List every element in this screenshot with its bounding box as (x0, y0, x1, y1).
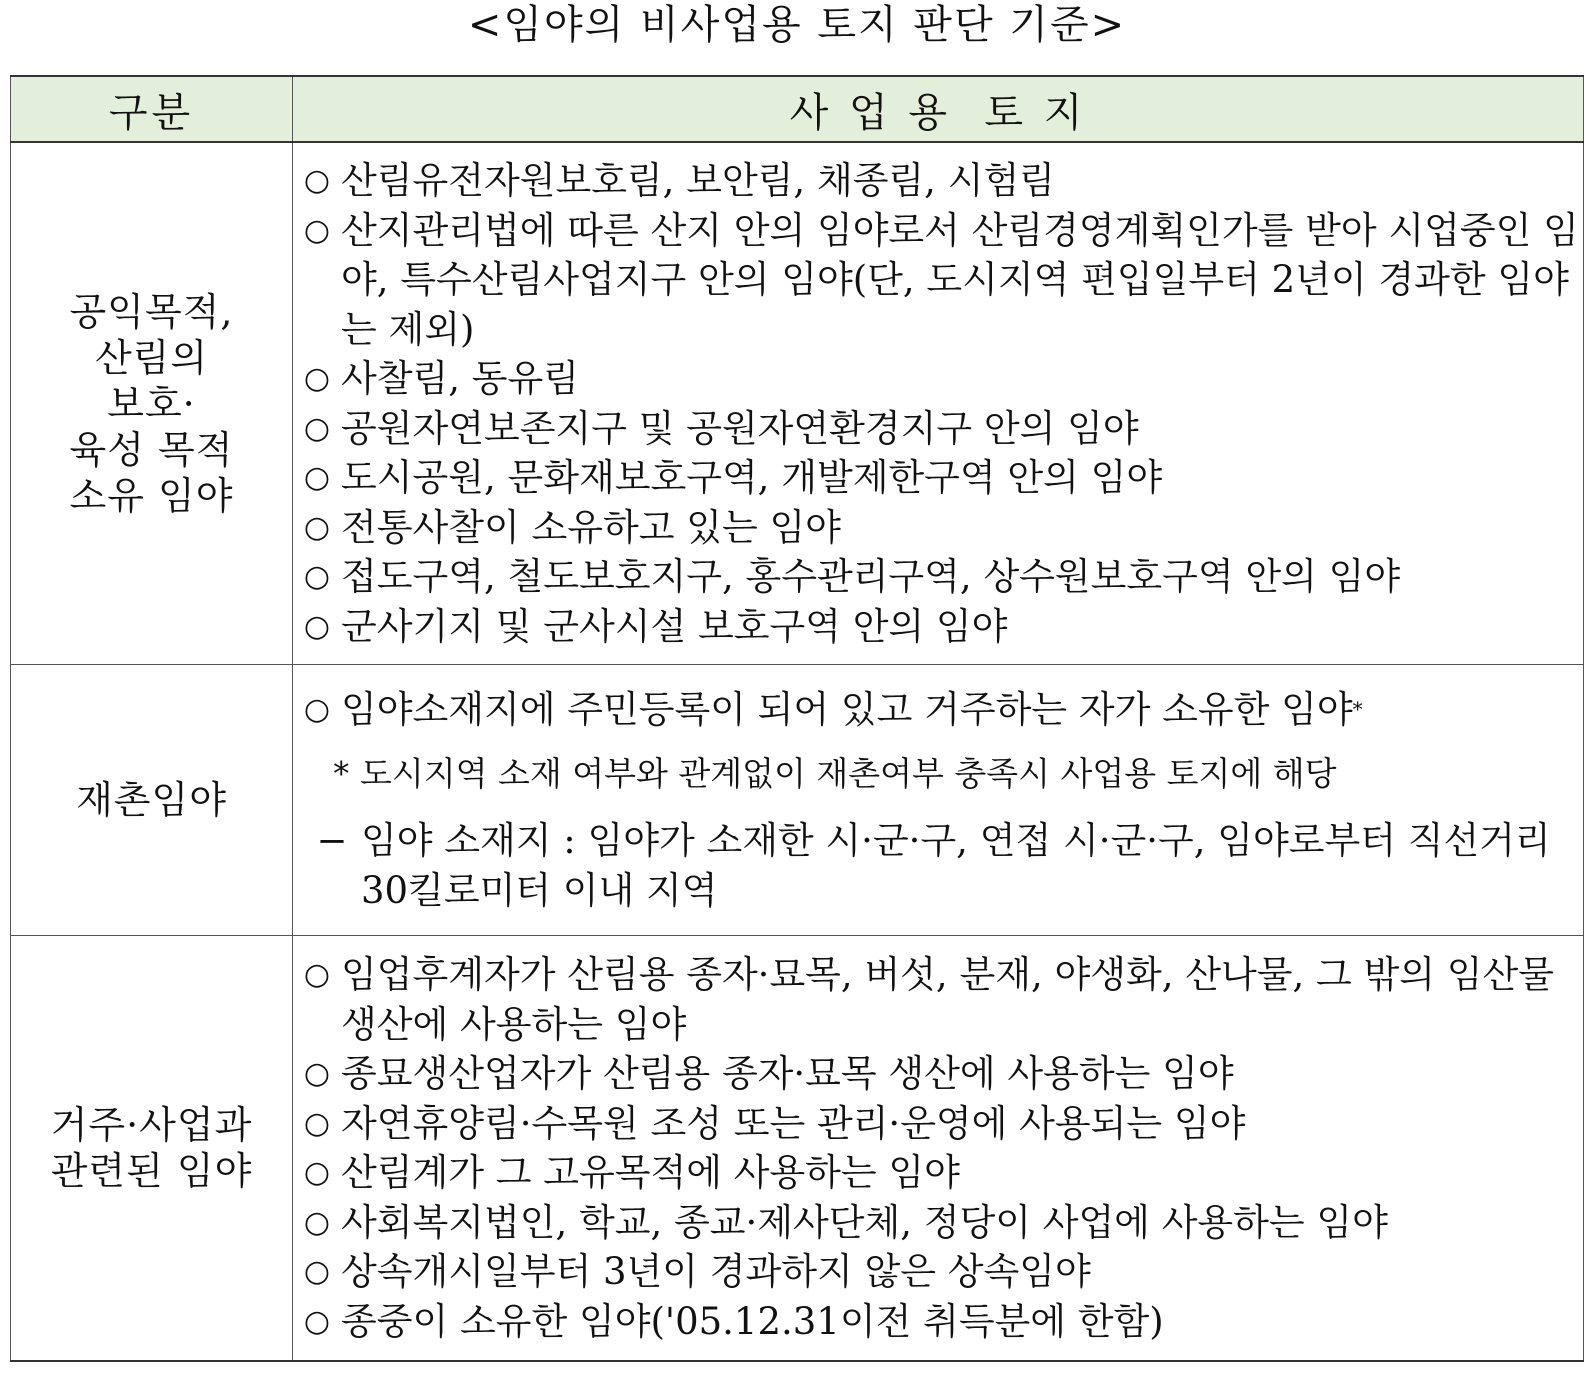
header-category: 구분 (11, 76, 293, 142)
category-cell (11, 142, 293, 665)
header-row (11, 76, 1584, 142)
category-line: 관련된 임야 (50, 1149, 253, 1193)
list-item: ○ 자연휴양림·수목원 조성 또는 관리·운영에 사용되는 임야 (293, 1099, 1583, 1149)
bullet-icon: ○ (303, 1204, 331, 1240)
bullet-icon: ○ (303, 957, 331, 992)
bullet-icon: ○ (303, 410, 331, 446)
category-line: 공익목적, (69, 289, 234, 334)
page-title: <임야의 비사업용 토지 판단 기준> (467, 2, 1127, 48)
list-item: ○ 상속개시일부터 3년이 경과하지 않은 상속임야 (293, 1247, 1583, 1297)
bullet-icon: ○ (303, 361, 331, 396)
list-item: ○ 접도구역, 철도보호지구, 홍수관리구역, 상수원보호구역 안의 임야 (293, 552, 1583, 602)
list-item: ○ 사찰림, 동유림 (293, 354, 1583, 404)
bullet-icon: ○ (303, 1056, 331, 1091)
category-line: 육성 목적 (69, 427, 234, 472)
category-cell (11, 665, 293, 936)
footnote-mark: * (1352, 697, 1363, 721)
list-item: ○ 임야소재지에 주민등록이 되어 있고 거주하는 자가 소유한 임야* (293, 685, 1583, 735)
list-item: ○ 종중이 소유한 임야('05.12.31이전 취득분에 한함) (293, 1297, 1583, 1347)
bullet-icon: ○ (303, 692, 331, 727)
footnote-text: * 도시지역 소재 여부와 관계없이 재촌여부 충족시 사업용 토지에 해당 (333, 753, 1337, 793)
bullet-icon: ○ (303, 509, 331, 545)
category-line: 보호· (107, 381, 196, 426)
category-cell (11, 936, 293, 1362)
table-row (11, 142, 1584, 665)
category-line: 산림의 (94, 335, 209, 380)
list-item: ○ 도시공원, 문화재보호구역, 개발제한구역 안의 임야 (293, 453, 1583, 503)
table-row (11, 936, 1584, 1362)
category-line: 거주·사업과 (50, 1103, 253, 1147)
items-cell (293, 936, 1584, 1362)
items-cell (293, 665, 1584, 936)
list-item: − 임야 소재지 : 임야가 소재한 시·군·구, 연접 시·군·구, 임야로부터 직선거리 30킬로미터 이내 지역 (293, 816, 1583, 915)
bullet-icon: ○ (303, 559, 331, 594)
list-item: ○ 공원자연보존지구 및 공원자연환경지구 안의 임야 (293, 404, 1583, 454)
header-business-land: 사 업 용 토 지 (293, 76, 1584, 142)
table-row (11, 665, 1584, 936)
items-cell (293, 142, 1584, 665)
list-item: ○ 산림유전자원보호림, 보안림, 채종림, 시험림 (293, 156, 1583, 206)
criteria-table (10, 75, 1584, 1362)
category-line: 재촌임야 (76, 778, 227, 822)
dash-icon: − (316, 819, 348, 862)
bullet-icon: ○ (303, 163, 331, 198)
bullet-icon: ○ (303, 1303, 331, 1339)
bullet-icon: ○ (303, 1105, 331, 1141)
category-line: 소유 임야 (69, 473, 234, 518)
list-item: ○ 사회복지법인, 학교, 종교·제사단체, 정당이 사업에 사용하는 임야 (293, 1198, 1583, 1248)
list-item: ○ 종묘생산업자가 산림용 종자·묘목 생산에 사용하는 임야 (293, 1049, 1583, 1099)
bullet-icon: ○ (303, 608, 331, 644)
list-item: ○ 군사기지 및 군사시설 보호구역 안의 임야 (293, 602, 1583, 652)
list-item: ○ 산지관리법에 따른 산지 안의 임야로서 산림경영계획인가를 받아 시업중인 임야, 특수산림사업지구 안의 임야(단, 도시지역 편입일부터 2년이 경과한 임야는 제외) (293, 206, 1583, 355)
bullet-icon: ○ (303, 212, 331, 248)
bullet-icon: ○ (303, 460, 331, 495)
bullet-icon: ○ (303, 1254, 331, 1289)
list-item: ○ 임업후계자가 산림용 종자·묘목, 버섯, 분재, 야생화, 산나물, 그 밖의 임산물 생산에 사용하는 임야 (293, 950, 1583, 1049)
list-item: ○ 산림계가 그 고유목적에 사용하는 임야 (293, 1148, 1583, 1198)
list-item: ○ 전통사찰이 소유하고 있는 임야 (293, 503, 1583, 553)
bullet-icon: ○ (303, 1155, 331, 1190)
